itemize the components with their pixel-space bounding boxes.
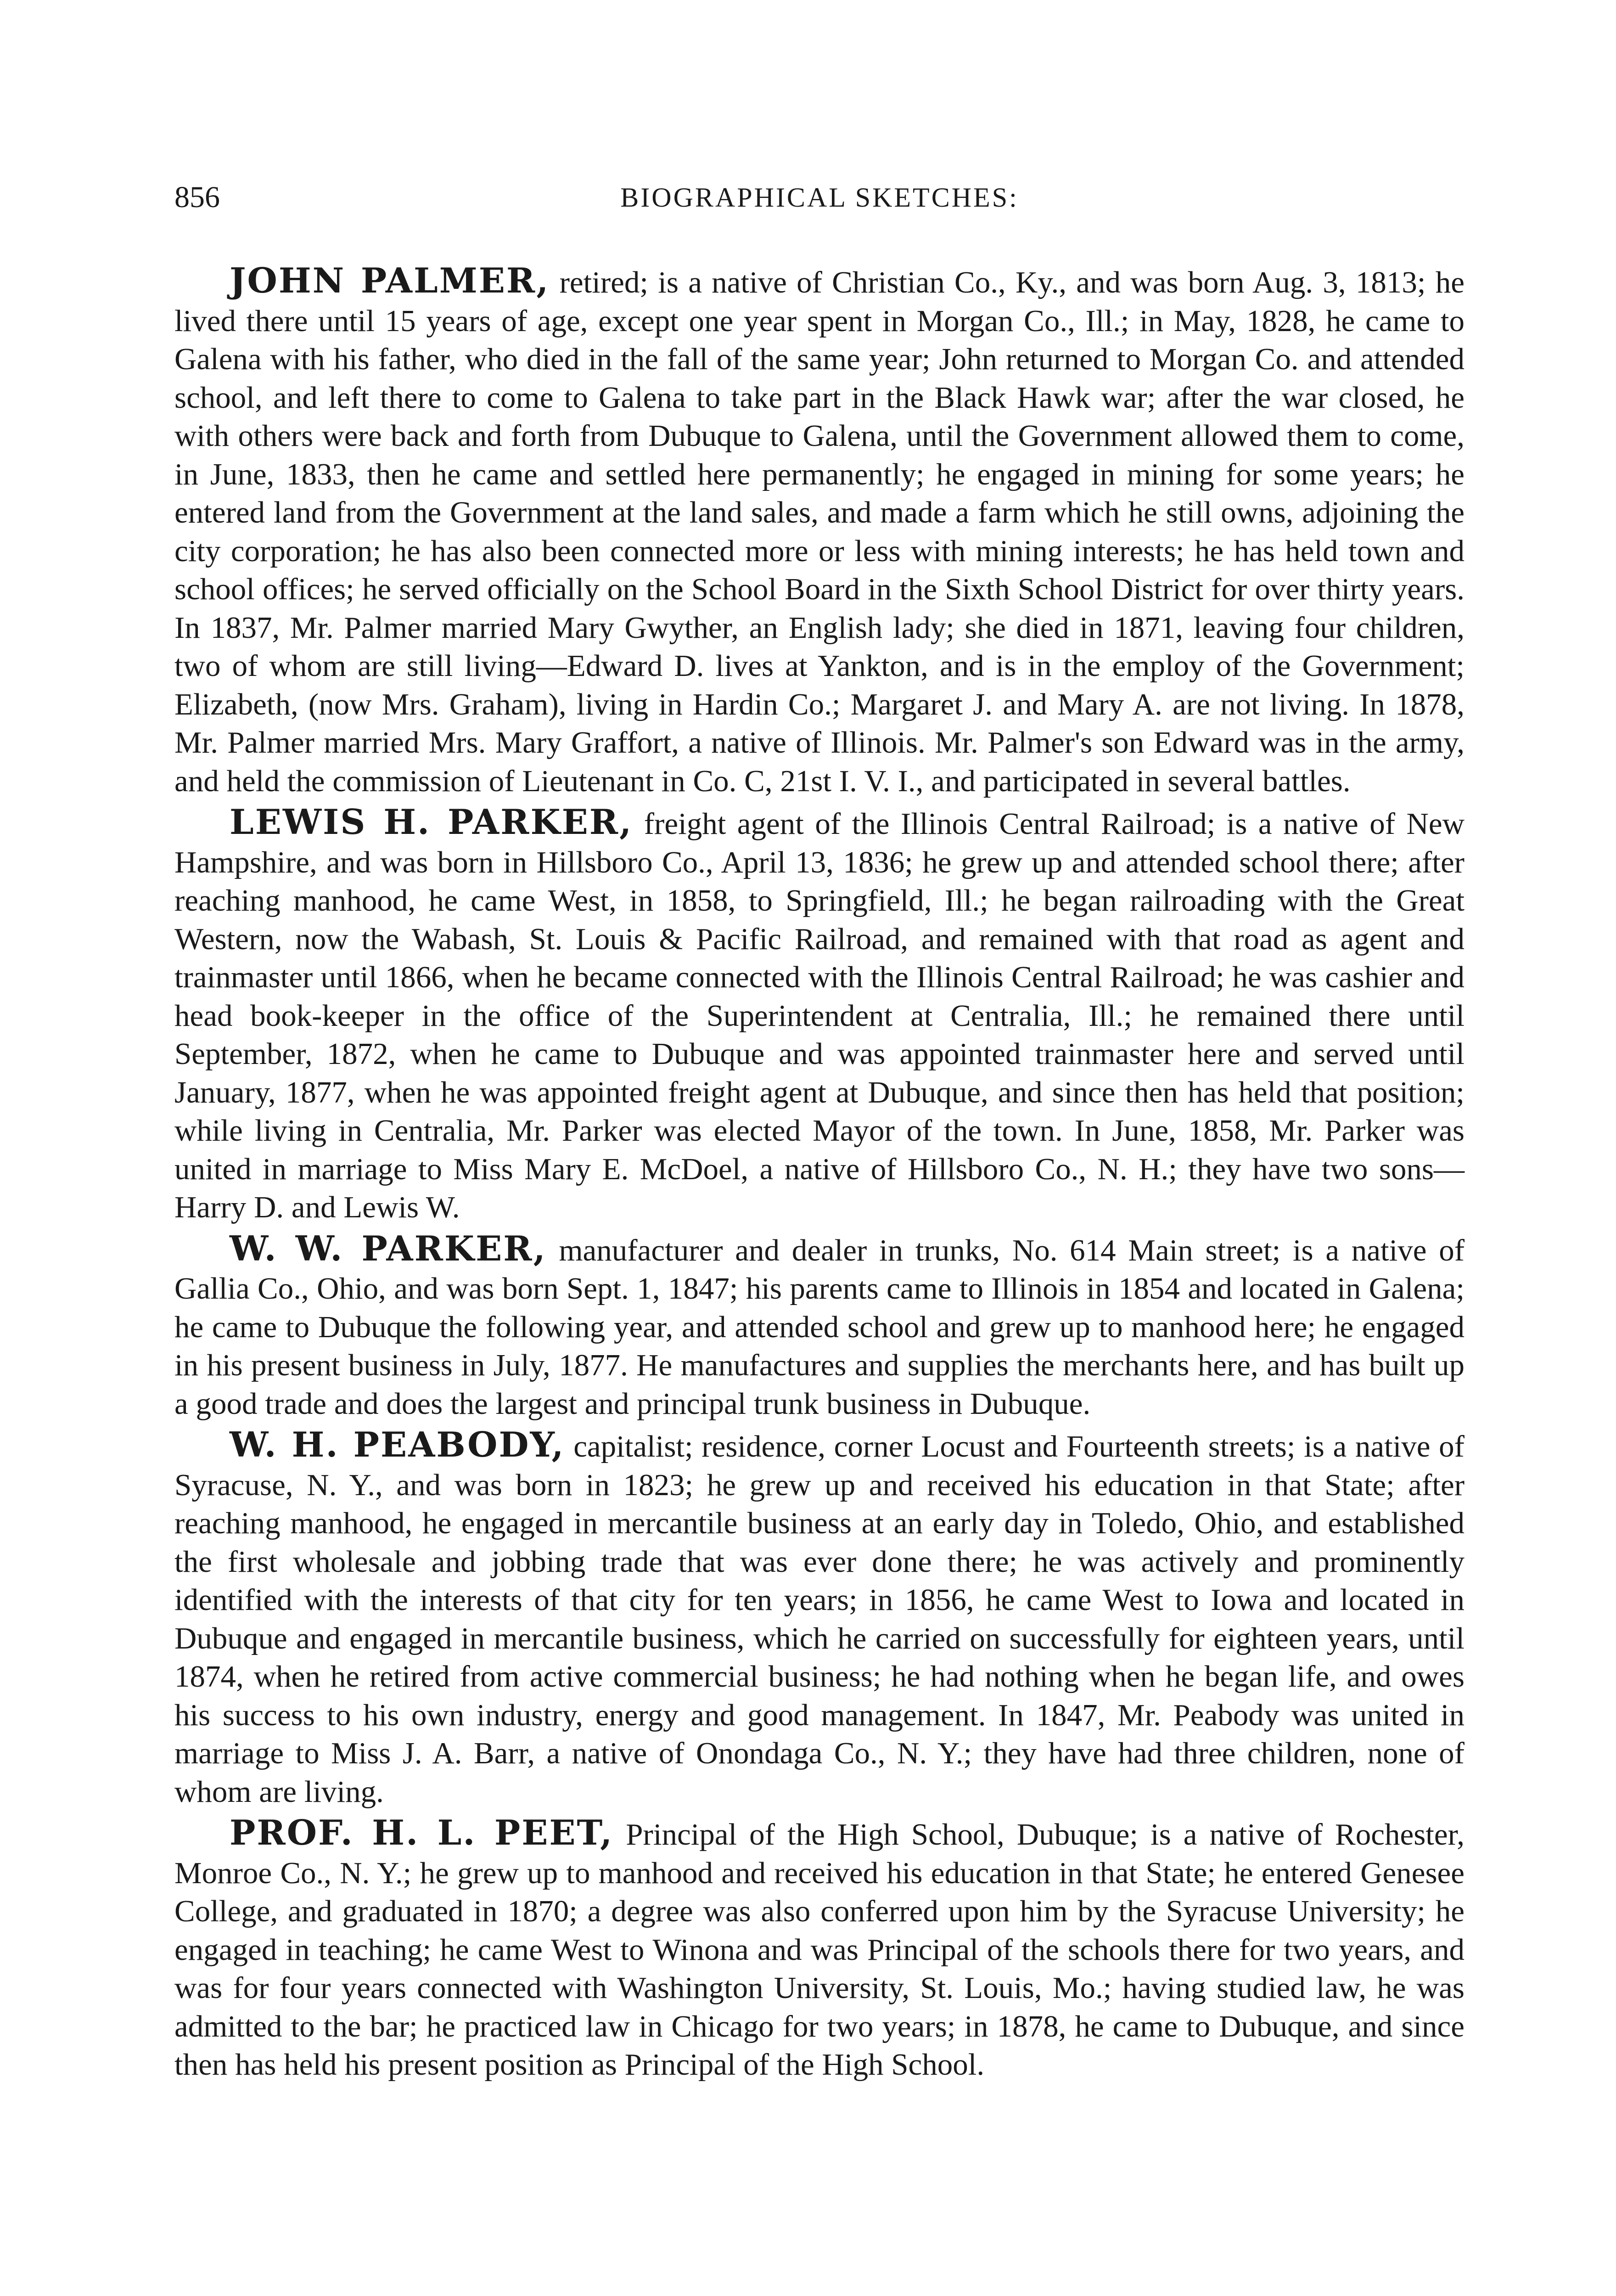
page-number: 856 xyxy=(174,180,220,214)
sketch-john-palmer xyxy=(174,262,1464,800)
sketch-text: capitalist; residence, corner Locust and Fourteenth streets; is a native of Syracuse, N. Y., and was born in 1823; he grew up and received his education in that State; after reaching manhood, he engaged in mercantile business at an early day in Toledo, Ohio, and established the first wholesale and jobbing trade that was ever done there; he was actively and prominently identified with the interests of that city for ten years; in 1856, he came West to Iowa and located in Dubuque and engaged in mercantile business, which he carried on successfully for eighteen years, until 1874, when he retired from active commercial business; he had nothing when he began life, and owes his success to his own industry, energy and good management. In 1847, Mr. Peabody was united in marriage to Miss J. A. Barr, a native of Onondaga Co., N. Y.; they have had three children, none of whom are living. xyxy=(174,1429,1464,1809)
sketch-w-w-parker xyxy=(174,1230,1464,1424)
sketch-name: PROF. H. L. PEET, xyxy=(230,1812,614,1853)
sketch-lewis-h-parker xyxy=(174,803,1464,1227)
sketch-name: JOHN PALMER, xyxy=(230,260,550,301)
sketches-body xyxy=(174,262,1464,2084)
running-head: BIOGRAPHICAL SKETCHES: xyxy=(620,182,1019,213)
sketch-prof-h-l-peet xyxy=(174,1814,1464,2084)
sketch-w-h-peabody xyxy=(174,1426,1464,1811)
sketch-name: W. W. PARKER, xyxy=(230,1228,547,1269)
page-header xyxy=(174,174,1464,220)
sketch-name: LEWIS H. PARKER, xyxy=(230,802,633,842)
sketch-name: W. H. PEABODY, xyxy=(230,1424,565,1465)
sketch-text: Principal of the High School, Dubuque; is a native of Rochester, Monroe Co., N. Y.; he grew up to manhood and received his education in that State; he entered Genesee College, and graduated in 1870; a degree was also conferred upon him by the Syracuse University; he engaged in teaching; he came West to Winona and was Principal of the schools there for two years, and was for four years connected with Washington University, St. Louis, Mo.; having studied law, he was admitted to the bar; he practiced law in Chicago for two years; in 1878, he came to Dubuque, and since then has held his present position as Principal of the High School. xyxy=(174,1818,1465,2082)
sketch-text: manufacturer and dealer in trunks, No. 614 Main street; is a native of Gallia Co., Ohio, and was born Sept. 1, 1847; his parents came to Illinois in 1854 and located in Galena; he came to Dubuque the following year, and attended school and grew up to manhood here; he engaged in his present business in July, 1877. He manufactures and supplies the merchants here, and has built up a good trade and does the largest and principal trunk business in Dubuque. xyxy=(174,1233,1465,1421)
sketch-text: freight agent of the Illinois Central Railroad; is a native of New Hampshire, and was born in Hillsboro Co., April 13, 1836; he grew up and attended school there; after reaching manhood, he came West, in 1858, to Springfield, Ill.; he began railroading with the Great Western, now the Wabash, St. Louis & Pacific Railroad, and remained with that road as agent and trainmaster until 1866, when he became connected with the Illinois Central Railroad; he was cashier and head book-keeper in the office of the Superintendent at Centralia, Ill.; he remained there until September, 1872, when he came to Dubuque and was appointed trainmaster here and served until January, 1877, when he was appointed freight agent at Dubuque, and since then has held that position; while living in Centralia, Mr. Parker was elected Mayor of the town. In June, 1858, Mr. Parker was united in marriage to Miss Mary E. McDoel, a native of Hillsboro Co., N. H.; they have two sons—Harry D. and Lewis W. xyxy=(174,807,1464,1224)
sketch-text: retired; is a native of Christian Co., Ky., and was born Aug. 3, 1813; he lived there until 15 years of age, except one year spent in Morgan Co., Ill.; in May, 1828, he came to Galena with his father, who died in the fall of the same year; John returned to Morgan Co. and attended school, and left there to come to Galena to take part in the Black Hawk war; after the war closed, he with others were back and forth from Dubuque to Galena, until the Government allowed them to come, in June, 1833, then he came and settled here permanently; he engaged in mining for some years; he entered land from the Government at the land sales, and made a farm which he still owns, adjoining the city corporation; he has also been connected more or less with mining interests; he has held town and school offices; he served officially on the School Board in the Sixth School District for over thirty years. In 1837, Mr. Palmer married Mary Gwyther, an English lady; she died in 1871, leaving four children, two of whom are still living—Edward D. lives at Yankton, and is in the employ of the Government; Elizabeth, (now Mrs. Graham), living in Hardin Co.; Margaret J. and Mary A. are not living. In 1878, Mr. Palmer married Mrs. Mary Graffort, a native of Illinois. Mr. Palmer's son Edward was in the army, and held the commission of Lieutenant in Co. C, 21st I. V. I., and participated in several battles. xyxy=(174,265,1464,798)
